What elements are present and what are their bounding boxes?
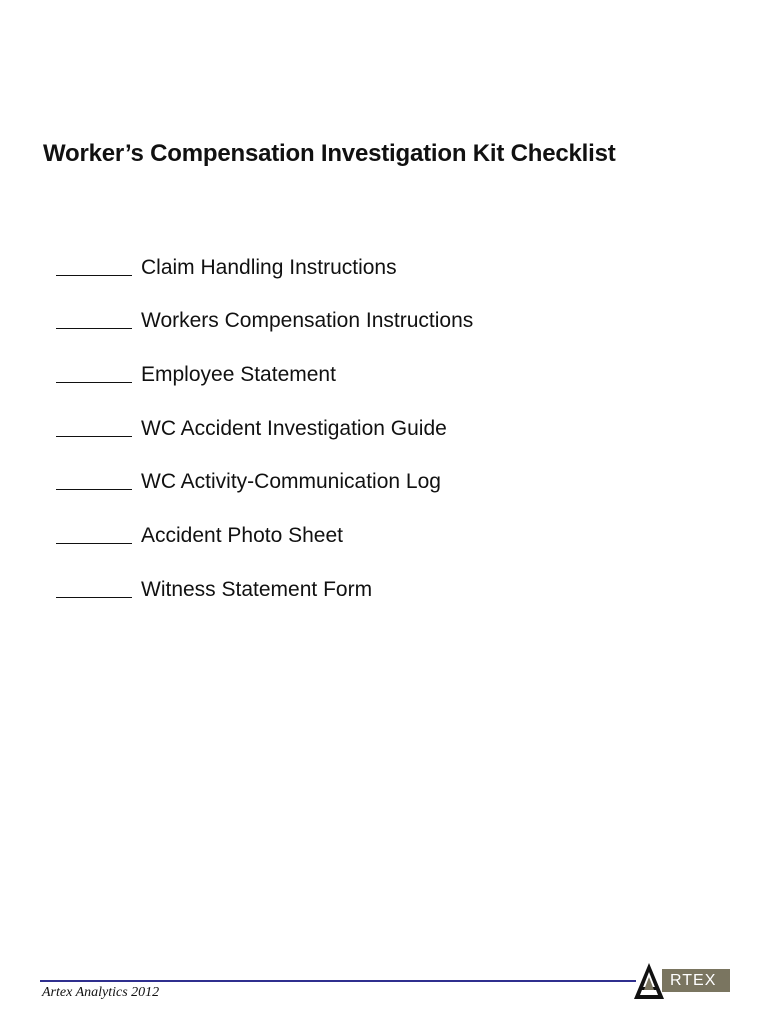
checklist-item: [56, 494, 473, 548]
checklist-item-label: Witness Statement Form: [141, 577, 373, 601]
check-blank-line: [56, 543, 132, 544]
checklist-item: [56, 280, 473, 334]
check-blank-line: [56, 597, 132, 598]
check-blank-line: [56, 328, 132, 329]
checklist-item-label: WC Activity-Communication Log: [141, 470, 441, 494]
checklist-item-label: Accident Photo Sheet: [141, 524, 343, 548]
checklist-item-label: Claim Handling Instructions: [141, 255, 397, 279]
checklist: [56, 226, 473, 602]
checklist-item: [56, 333, 473, 387]
logo-a-mark-icon: [634, 963, 664, 999]
page-title: Worker’s Compensation Investigation Kit Checklist: [43, 140, 616, 167]
checklist-item: [56, 226, 473, 280]
footer-divider: [40, 980, 636, 982]
check-blank-line: [56, 436, 132, 437]
footer-text: Artex Analytics 2012: [42, 985, 160, 1000]
checklist-item: [56, 387, 473, 441]
checklist-item: [56, 441, 473, 495]
checklist-item-label: WC Accident Investigation Guide: [141, 416, 447, 440]
checklist-item-label: Employee Statement: [141, 363, 336, 387]
logo-wordmark: RTEX: [662, 969, 730, 992]
checklist-item: [56, 548, 473, 602]
check-blank-line: [56, 275, 132, 276]
check-blank-line: [56, 382, 132, 383]
artex-logo: [634, 963, 730, 999]
checklist-item-label: Workers Compensation Instructions: [141, 309, 474, 333]
check-blank-line: [56, 489, 132, 490]
